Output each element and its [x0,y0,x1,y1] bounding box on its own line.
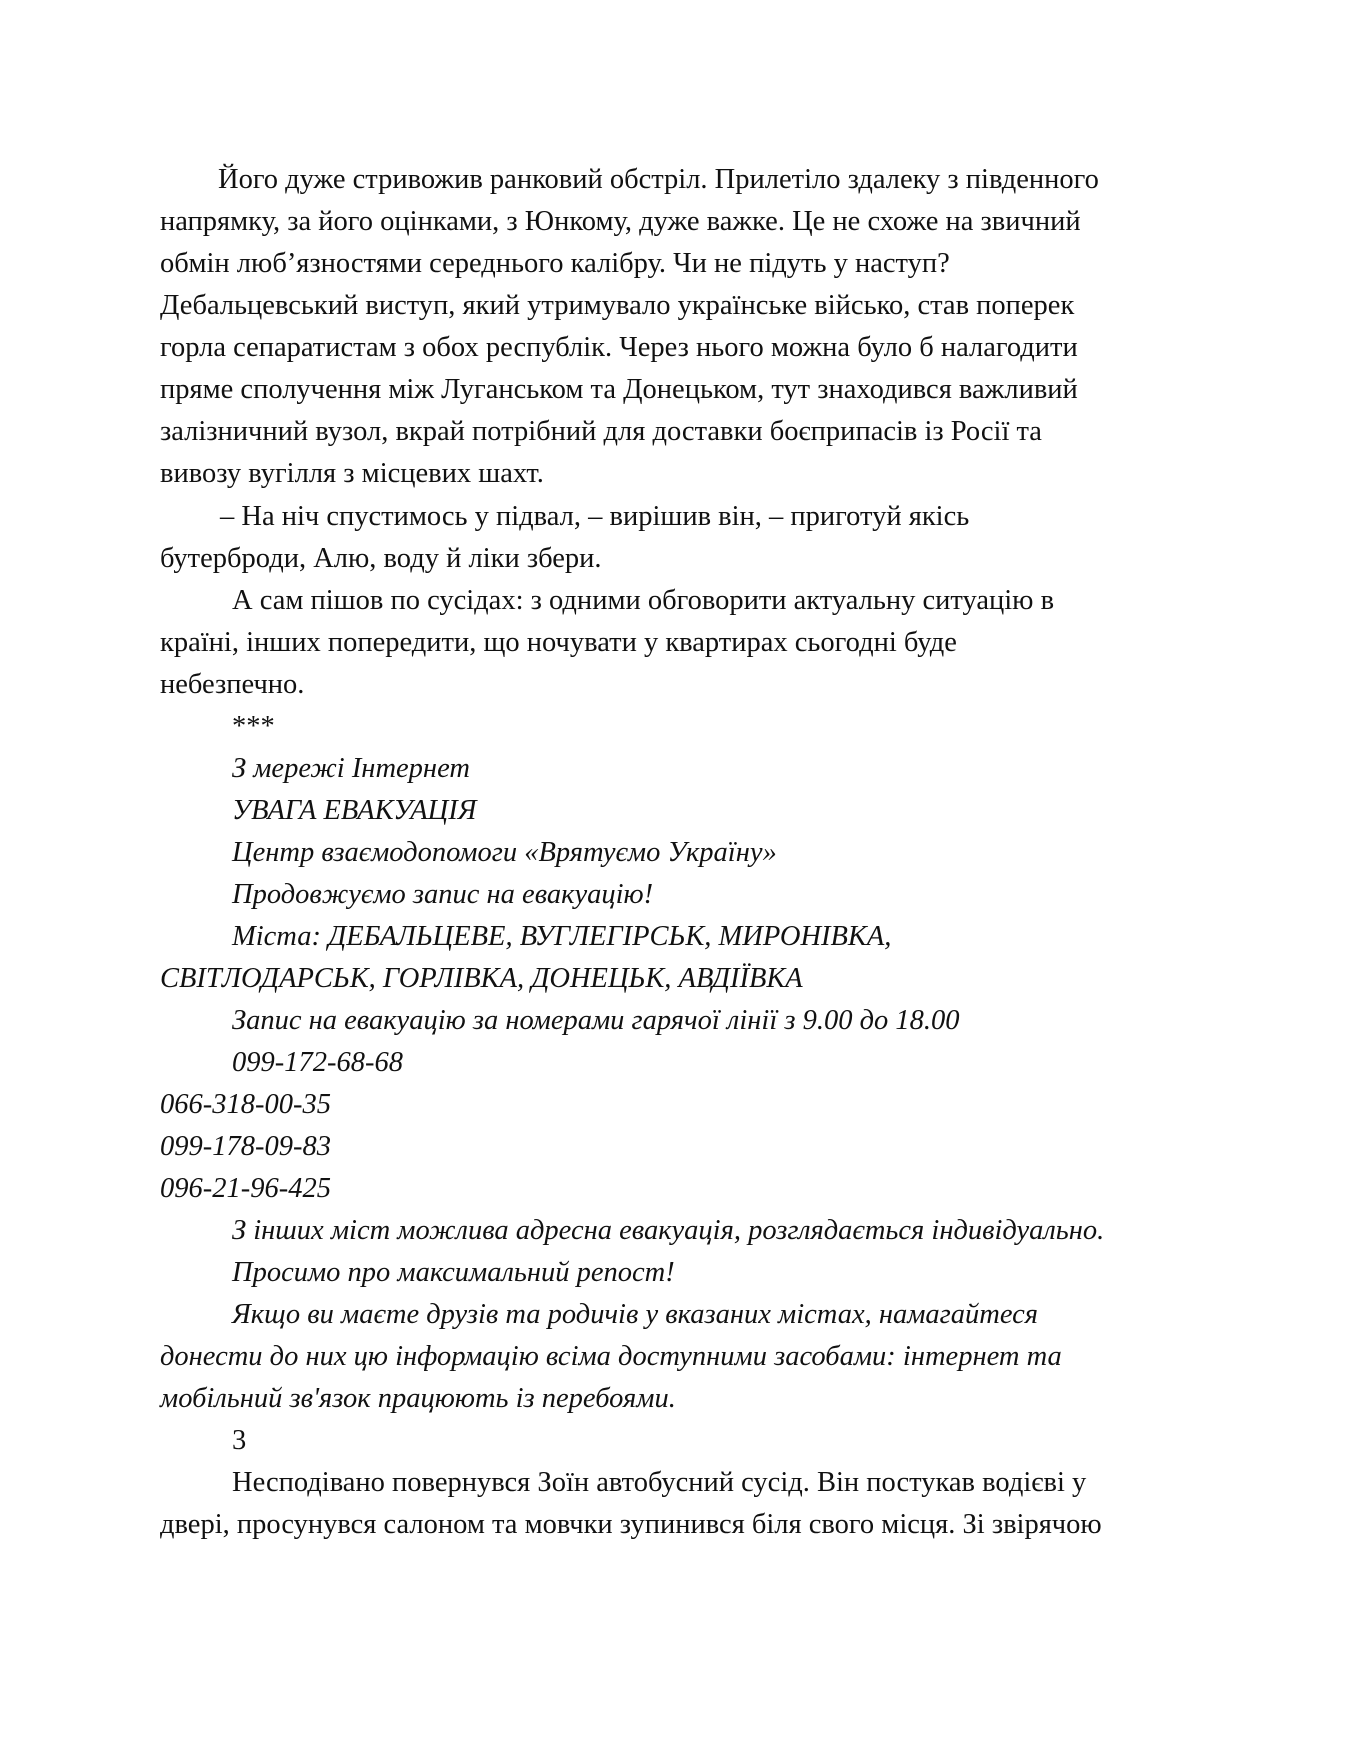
body-line: вивозу вугілля з місцевих шахт. [160,458,544,489]
notice-heading: УВАГА ЕВАКУАЦІЯ [232,795,477,826]
notice-line: Центр взаємодопомоги «Врятуємо Україну» [232,837,777,868]
notice-cities: СВІТЛОДАРСЬК, ГОРЛІВКА, ДОНЕЦЬК, АВДІЇВКА [160,963,803,994]
phone-number: 099-172-68-68 [232,1047,403,1078]
notice-line: Запис на евакуацію за номерами гарячої лінії з 9.00 до 18.00 [232,1005,960,1036]
phone-number: 066-318-00-35 [160,1089,331,1120]
notice-line: Продовжуємо запис на евакуацію! [232,879,654,910]
chapter-number: 3 [232,1425,247,1456]
body-line: Несподівано повернувся Зоїн автобусний сусід. Він постукав водієві у [232,1467,1087,1498]
body-line: А сам пішов по сусідах: з одними обговорити актуальну ситуацію в [232,585,1055,616]
section-separator: *** [232,711,275,742]
body-line: небезпечно. [160,669,305,700]
notice-line: мобільний зв'язок працюють із перебоями. [160,1383,676,1414]
dialogue-line: – На ніч спустимось у підвал, – вирішив він, – приготуй якісь [220,501,970,532]
body-line: пряме сполучення між Луганськом та Донецьком, тут знаходився важливий [160,374,1078,405]
body-line: двері, просунувся салоном та мовчки зупинився біля свого місця. Зі звірячою [160,1509,1102,1540]
notice-cities: Міста: ДЕБАЛЬЦЕВЕ, ВУГЛЕГІРСЬК, МИРОНІВКА, [232,921,892,952]
phone-number: 099-178-09-83 [160,1131,331,1162]
notice-line: донести до них цю інформацію всіма доступними засобами: інтернет та [160,1341,1062,1372]
body-line: бутерброди, Алю, воду й ліки збери. [160,543,602,574]
body-line: обмін люб’язностями середнього калібру. Чи не підуть у наступ? [160,248,950,279]
body-line: залізничний вузол, вкрай потрібний для доставки боєприпасів із Росії та [160,416,1042,447]
body-line: горла сепаратистам з обох республік. Через нього можна було б налагодити [160,332,1078,363]
notice-line: Просимо про максимальний репост! [232,1257,675,1288]
body-line: напрямку, за його оцінками, з Юнкому, дуже важке. Це не схоже на звичний [160,206,1081,237]
notice-line: З інших міст можлива адресна евакуація, розглядається індивідуально. [232,1215,1105,1246]
body-line: Дебальцевський виступ, який утримувало українське військо, став поперек [160,290,1075,321]
body-line: Його дуже стривожив ранковий обстріл. Прилетіло здалеку з південного [218,164,1099,195]
notice-line: Якщо ви маєте друзів та родичів у вказаних містах, намагайтеся [232,1299,1039,1330]
body-line: країні, інших попередити, що ночувати у квартирах сьогодні буде [160,627,957,658]
phone-number: 096-21-96-425 [160,1173,331,1204]
notice-source: З мережі Інтернет [232,753,470,784]
